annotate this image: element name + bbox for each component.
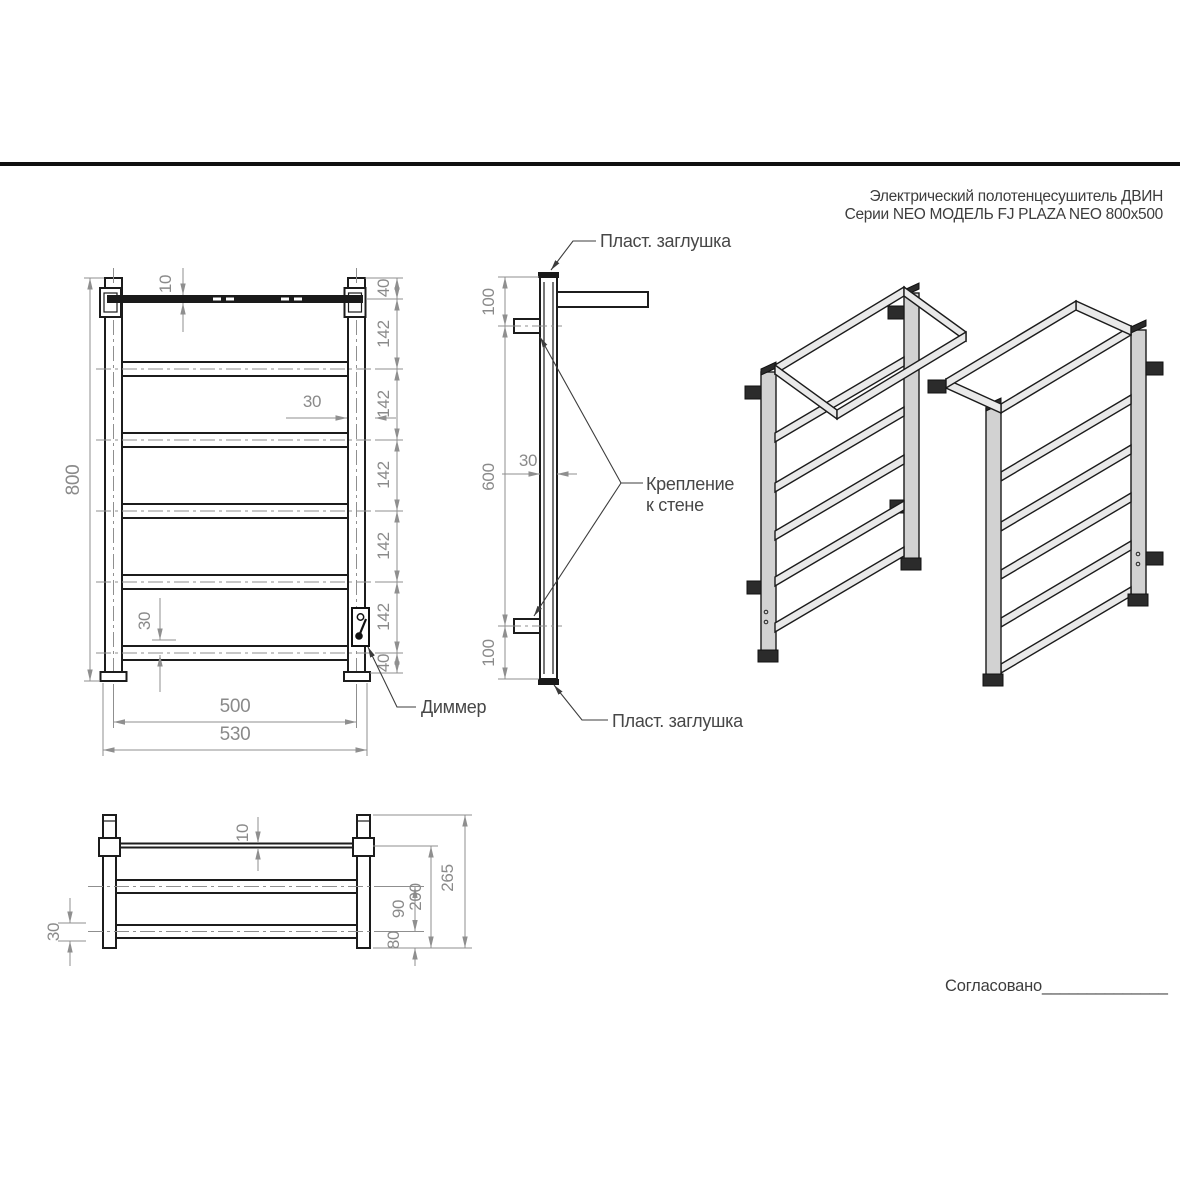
dim-chain-2: 142 — [374, 390, 393, 418]
front-foot-right — [344, 672, 370, 681]
mount-label-line1: Крепление — [646, 474, 735, 494]
dim-chain-1: 142 — [374, 320, 393, 348]
dim-top-bar-thickness: 10 — [233, 823, 252, 843]
side-shelf-bar — [557, 292, 648, 307]
dim-chain-4: 142 — [374, 532, 393, 560]
approval-label: Согласовано______________ — [945, 977, 1168, 995]
dimmer-device — [352, 608, 369, 646]
dim-rail-width: 500 — [219, 696, 251, 717]
dim-top-span: 200 — [406, 883, 425, 911]
top-bracket-right — [353, 838, 374, 856]
top-bracket-left — [99, 838, 120, 856]
mount-label-line2: к стене — [646, 495, 704, 515]
dim-bracket-offset-bottom: 30 — [135, 611, 154, 631]
product-title: Электрический полотенцесушитель ДВИН — [869, 188, 1163, 205]
dim-chain-3: 142 — [374, 461, 393, 489]
dim-overall-height: 800 — [63, 464, 84, 496]
dim-top-rail-gap: 90 — [389, 899, 408, 919]
dim-chain-5: 142 — [374, 603, 393, 631]
dimmer-label: Диммер — [421, 697, 487, 717]
dim-side-top-offset: 100 — [479, 288, 498, 316]
iso-view-right — [928, 301, 1163, 686]
dim-side-mid-span: 600 — [479, 463, 498, 491]
dim-bracket-offset-top: 30 — [302, 392, 322, 411]
title-block — [845, 188, 1164, 223]
dim-overall-width: 530 — [219, 724, 251, 745]
front-view-dimensions — [63, 268, 487, 756]
dim-side-depth: 30 — [518, 451, 538, 470]
side-view — [506, 272, 648, 685]
product-series: Серии NEO МОДЕЛЬ FJ PLAZA NEO 800x500 — [844, 206, 1163, 223]
dim-chain-6: 40 — [374, 653, 393, 673]
front-shelf-bar — [107, 295, 363, 303]
side-cap-top — [538, 272, 559, 278]
dim-top-rail-offset: 30 — [44, 922, 63, 942]
dim-bar-thickness: 10 — [156, 274, 175, 294]
side-cap-bottom — [538, 679, 559, 685]
sheet-divider-line — [0, 162, 1180, 166]
cap-label-top: Пласт. заглушка — [600, 231, 731, 251]
cap-label-bottom: Пласт. заглушка — [612, 711, 743, 731]
iso-view-left — [745, 283, 966, 662]
dim-chain-0: 40 — [374, 278, 393, 298]
dim-top-depth: 265 — [438, 864, 457, 892]
dim-side-bottom-offset: 100 — [479, 639, 498, 667]
dim-top-gap-bottom: 80 — [384, 930, 403, 950]
front-foot-left — [101, 672, 127, 681]
